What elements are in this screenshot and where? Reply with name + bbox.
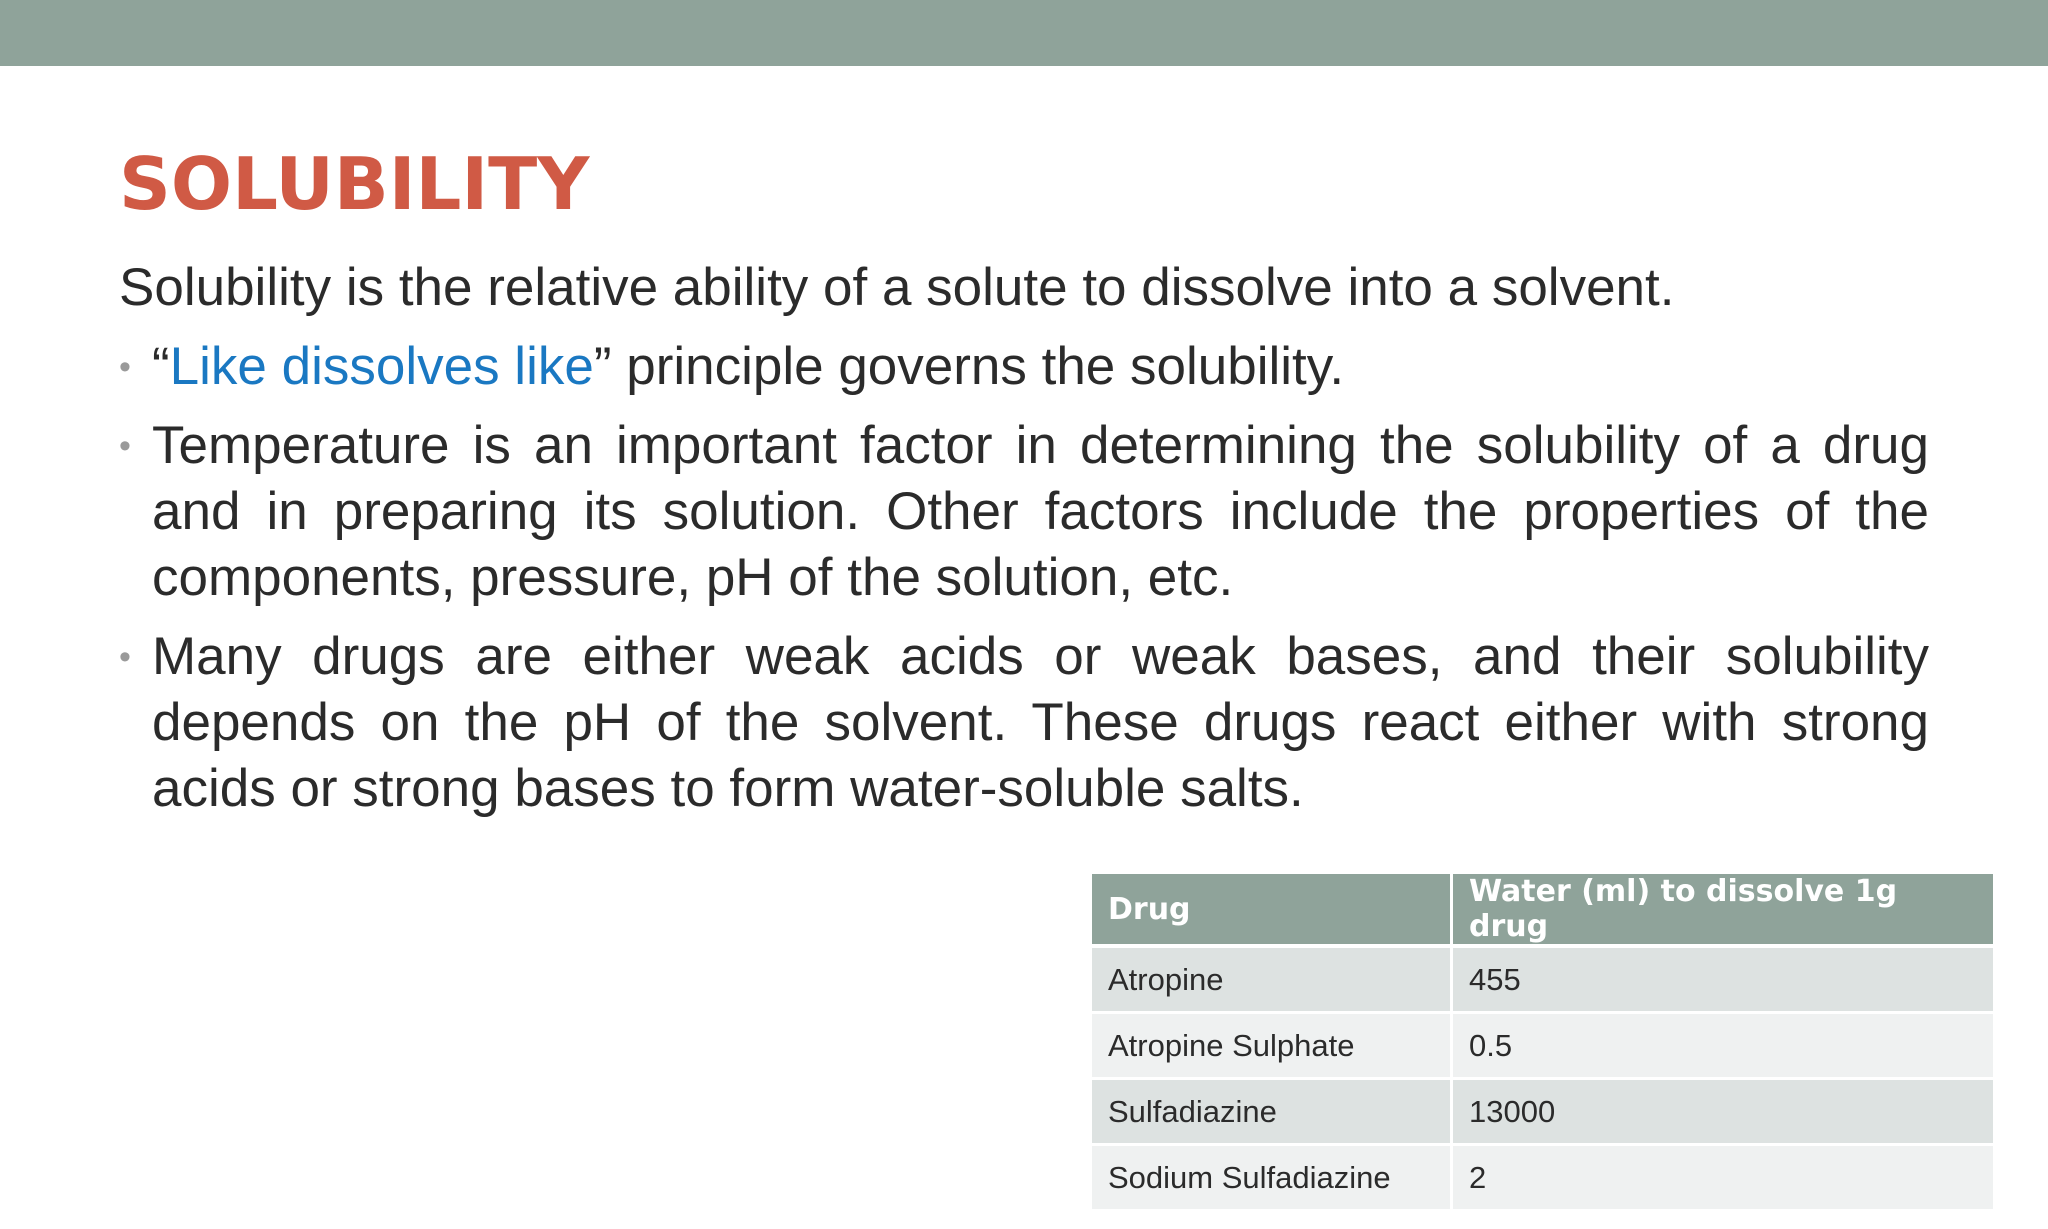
bullet-list xyxy=(119,334,1929,835)
cell-drug: Sodium Sulfadiazine xyxy=(1092,1145,1452,1211)
slide-title: SOLUBILITY xyxy=(119,142,590,226)
intro-text: Solubility is the relative ability of a solute to dissolve into a solvent. xyxy=(119,258,1675,317)
table-row xyxy=(1092,1079,1993,1145)
bullet-dot-icon: • xyxy=(119,348,131,386)
cell-water: 0.5 xyxy=(1452,1013,1994,1079)
header-water: Water (ml) to dissolve 1g drug xyxy=(1452,874,1994,946)
close-quote: ” xyxy=(593,337,612,396)
cell-drug: Atropine Sulphate xyxy=(1092,1013,1452,1079)
cell-water: 2 xyxy=(1452,1145,1994,1211)
table-row xyxy=(1092,946,1993,1013)
cell-water: 455 xyxy=(1452,946,1994,1013)
bullet-text-weak-acids-bases: Many drugs are either weak acids or weak bases, and their solubility depends on the pH of the solvent. These drugs react either with strong acids or strong bases to form water-soluble salts. xyxy=(152,627,1929,818)
table-header-row xyxy=(1092,874,1993,946)
bullet-dot-icon: • xyxy=(119,638,131,676)
bullet-item-weak-acids-bases xyxy=(119,624,1929,822)
cell-drug: Atropine xyxy=(1092,946,1452,1013)
bullet-item-like-dissolves-like xyxy=(119,334,1929,400)
highlight-like-dissolves-like: Like dissolves like xyxy=(169,337,594,396)
table-row xyxy=(1092,1013,1993,1079)
cell-drug: Sulfadiazine xyxy=(1092,1079,1452,1145)
header-drug: Drug xyxy=(1092,874,1452,946)
bullet-dot-icon: • xyxy=(119,427,131,465)
bullet-text-temperature: Temperature is an important factor in determining the solubility of a drug and in preparing its solution. Other factors include the properties of the components, pressure, pH of the solution, etc. xyxy=(152,416,1929,607)
solubility-table xyxy=(1092,874,1993,1212)
bullet-item-temperature xyxy=(119,413,1929,611)
header-band xyxy=(0,0,2048,66)
bullet-text-principle: principle governs the solubility. xyxy=(611,337,1345,396)
open-quote: “ xyxy=(152,337,170,396)
cell-water: 13000 xyxy=(1452,1079,1994,1145)
table-row xyxy=(1092,1145,1993,1211)
